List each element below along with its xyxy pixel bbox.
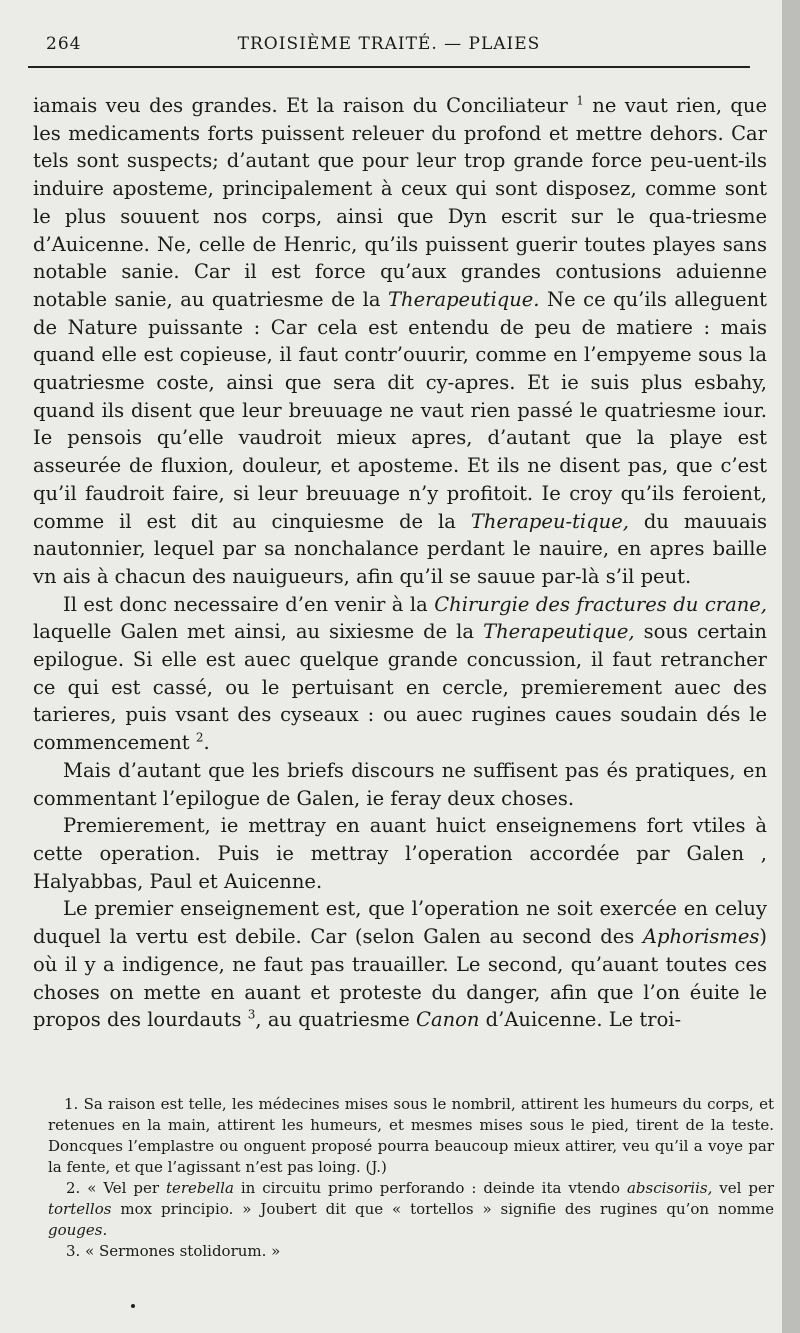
text-run: Ne ce qu’ils alleguent de Nature puissante : Car cela est entendu de peu de matiere : mais quand elle est copieuse, il faut contr’ouurir, comme en l’empyeme sous la quatriesme coste, ainsi que sera dit cy-apres. Et ie suis plus esbahy, quand ils disent que leur breuuage ne vaut rien passé le quatriesme iour. Ie pensois qu’elle vaudroit mieux apres, d’autant que la playe est asseurée de fluxion, douleur, et aposteme. Et ils ne disent pas, que c’est qu’il faudroit faire, si leur breuuage n’y profitoit. Ie croy qu’ils feroient, comme il est dit au cinquiesme de la: [33, 287, 767, 533]
italic-run: Aphorismes: [642, 925, 760, 949]
italic-run: Therapeutique,: [483, 620, 635, 644]
italic-run: tortellos: [48, 1200, 112, 1218]
text-run: 2. « Vel per: [66, 1179, 166, 1197]
italic-run: abscisoriis,: [626, 1179, 713, 1197]
italic-run: Therapeutique.: [388, 287, 540, 311]
italic-run: gouges.: [48, 1221, 108, 1239]
footnote: [48, 1241, 774, 1262]
footnote: [48, 1094, 774, 1178]
italic-run: Canon: [416, 1008, 480, 1032]
paragraph: [33, 92, 767, 591]
page-edge: [782, 0, 800, 1333]
running-head: TROISIÈME TRAITÉ. — PLAIES: [237, 34, 541, 54]
text-run: vel per: [712, 1179, 774, 1197]
footnotes: [48, 1094, 774, 1262]
paragraph: [33, 757, 767, 812]
body-text: [33, 92, 767, 1034]
text-run: laquelle Galen met ainsi, au sixiesme de la: [33, 620, 484, 644]
text-run: Il est donc necessaire d’en venir à la: [63, 592, 435, 616]
text-run: Premierement, ie mettray en auant huict enseignemens fort vtiles à cette operation. Puis ie mettray l’operation accordée par Galen , Halyabbas, Paul et Auicenne.: [33, 814, 767, 893]
text-run: ne vaut rien, que les medicaments forts puissent releuer du profond et mettre dehors. Car tels sont suspects; d’autant que pour leur trop grande force peu-uent-ils induire aposteme, principalement à ceux qui sont disposez, comme sont le plus souuent nos corps, ainsi que Dyn escrit sur le qua-triesme d’Auicenne. Ne, celle de Henric, qu’ils puissent guerir toutes playes sans notable sanie. Car il est force qu’aux grandes contusions aduienne notable sanie, au quatriesme de la: [33, 94, 767, 311]
text-run: 3. « Sermones stolidorum. »: [66, 1242, 281, 1260]
page-number: 264: [46, 34, 82, 54]
italic-run: terebella: [165, 1179, 234, 1197]
text-run: ) où il y a indigence, ne faut pas trauailler. Le second, qu’auant toutes ces choses on mette en auant et proteste du danger, afin que l’on éuite le propos des lourdauts: [33, 925, 767, 1032]
text-run: Mais d’autant que les briefs discours ne suffisent pas és pratiques, en commentant l’epilogue de Galen, ie feray deux choses.: [33, 758, 767, 810]
text-run: , au quatriesme: [255, 1008, 417, 1032]
paragraph: [33, 895, 767, 1034]
text-run: .: [203, 731, 210, 755]
text-run: du mauuais nautonnier, lequel par sa nonchalance perdant le nauire, en apres baille vn ais à chacun des nauigueurs, afin qu’il se sauue par-là s’il peut.: [33, 509, 768, 588]
text-run: sous certain epilogue. Si elle est auec quelque grande concussion, il faut retrancher ce qui est cassé, ou le pertuisant en cercle, premierement auec des tarieres, puis vsant des cyseaux : ou auec rugines caues soudain dés le commencement: [33, 620, 767, 755]
ink-speck: [131, 1304, 135, 1308]
page-header: [28, 34, 750, 58]
text-run: iamais veu des grandes. Et la raison du Conciliateur: [33, 94, 577, 117]
header-rule: [28, 66, 750, 68]
text-run: Le premier enseignement est, que l’operation ne soit exercée en celuy duquel la vertu est debile. Car (selon Galen au second des: [33, 897, 767, 949]
paragraph: [33, 812, 767, 895]
italic-run: Therapeu-tique,: [470, 509, 629, 533]
text-run: in circuitu primo perforando : deinde ita vtendo: [233, 1179, 627, 1197]
footnote-marker: 2: [195, 730, 204, 745]
footnote: [48, 1178, 774, 1241]
text-run: mox principio. » Joubert dit que « tortellos » signifie des rugines qu’on nomme: [111, 1200, 774, 1218]
text-run: 1. Sa raison est telle, les médecines mises sous le nombril, attirent les humeurs du corps, et retenues en la main, attirent les humeurs, et mesmes mises sous le pied, tirent de la teste. Doncques l’emplastre ou onguent proposé pourra beaucoup mieux attirer, veu qu’il a voye par la fente, et que l’agissant n’est pas loing. (J.): [48, 1095, 774, 1176]
italic-run: Chirurgie des fractures du crane,: [434, 592, 767, 616]
footnote-marker: 1: [576, 93, 584, 108]
footnote-marker: 3: [247, 1007, 256, 1022]
text-run: d’Auicenne. Le troi-: [479, 1008, 682, 1032]
paragraph: [33, 591, 767, 757]
